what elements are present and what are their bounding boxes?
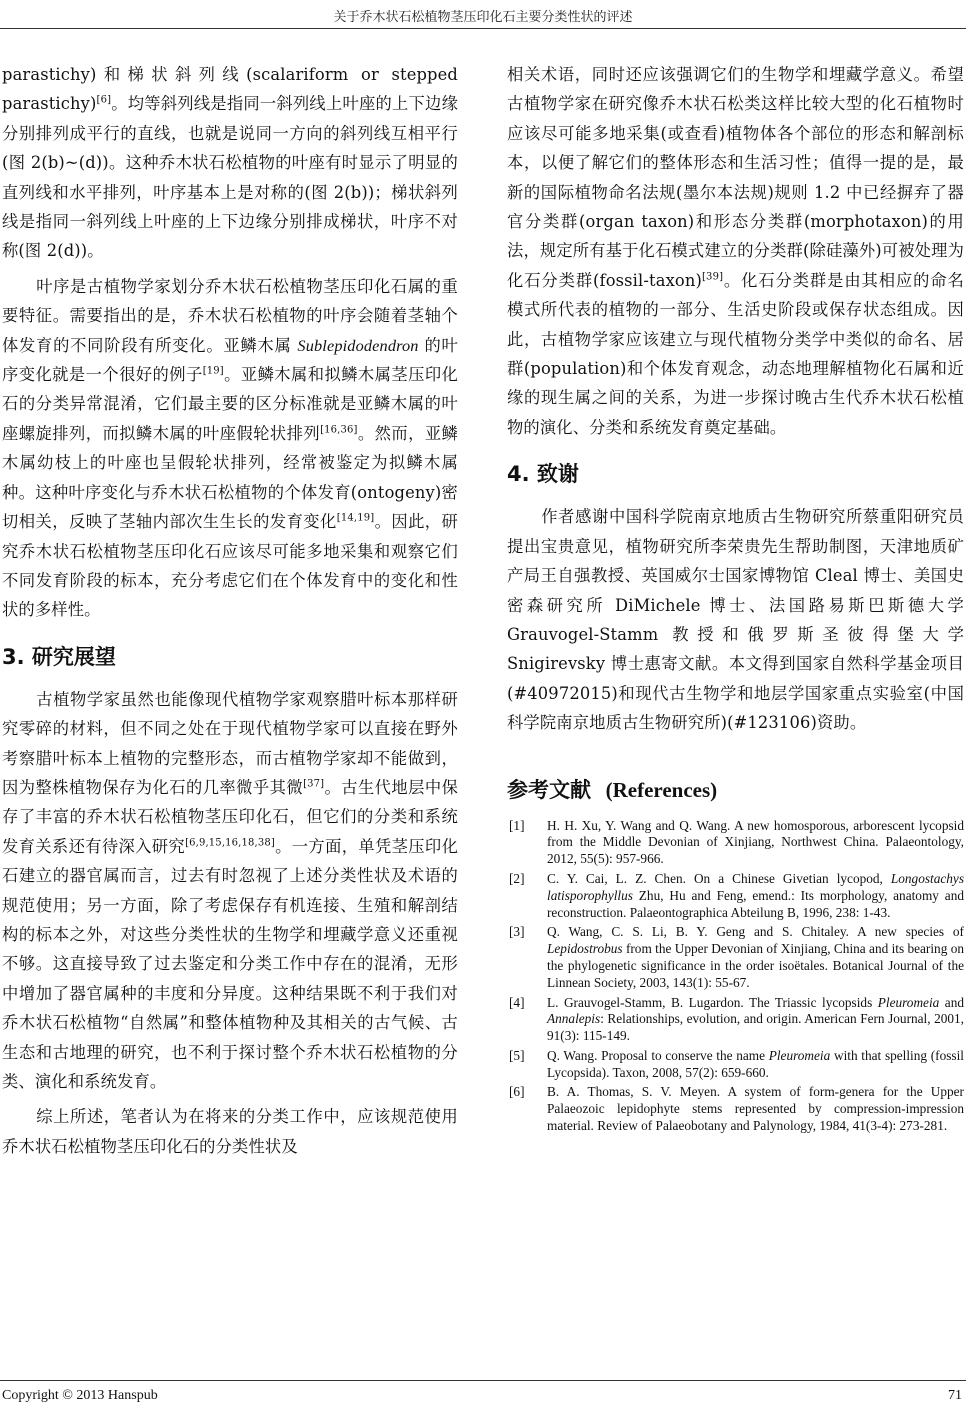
paragraph-outlook-2	[2, 1102, 458, 1161]
genus-name: Annalepis	[547, 1011, 601, 1027]
reference-text: Q. Wang. Proposal to conserve the name	[547, 1047, 769, 1063]
references-heading-en: (References)	[605, 777, 718, 802]
text-run: 。亚鳞木属和拟鳞木属茎压印化石的分类异常混淆，它们最主要的区分标准就是亚鳞木属的叶座螺旋排列，而拟鳞木属的叶座假轮状排列	[2, 365, 458, 443]
citation: [37]	[303, 778, 325, 790]
citation: [6,9,15,16,18,38]	[185, 837, 275, 849]
text-run: 。古生代地层中保存了丰富的乔木状石松植物茎压印化石，但它们的分类和系统发育关系还有待深入研究	[2, 777, 459, 856]
references-heading-zh: 参考文献	[507, 777, 591, 802]
reference-item	[507, 1084, 964, 1134]
section-heading-acknowledgements: 4. 致谢	[507, 462, 579, 487]
genus-name: Lepidostrobus	[547, 941, 623, 957]
reference-list	[507, 818, 964, 1135]
paragraph-outlook-1	[2, 685, 458, 1097]
genus-name: Pleuromeia	[877, 994, 940, 1010]
reference-number: [5]	[509, 1047, 525, 1063]
reference-item	[507, 871, 964, 921]
reference-text: with that spelling (fossil Lycopsida). Taxon, 2008, 57(2): 659-660.	[547, 1047, 964, 1080]
reference-number: [2]	[509, 870, 525, 886]
genus-name: Sublepidodendron	[297, 335, 419, 355]
citation: [19]	[202, 365, 224, 377]
reference-number: [6]	[509, 1084, 525, 1100]
copyright: Copyright © 2013 Hanspub	[2, 1388, 158, 1403]
text-run: 。然而，亚鳞木属幼枝上的叶座也呈假轮状排列，经常被鉴定为拟鳞木属种。这种叶序变化与乔木状石松植物的个体发育(ontogeny)密切相关，反映了茎轴内部次生生长的发育变化	[2, 423, 458, 532]
citation: [16,36]	[320, 424, 358, 436]
text-run: 叶序是古植物学家划分乔木状石松植物茎压印化石属的重要特征。需要指出的是，乔木状石松植物的叶序会随着茎轴个体发育的不同阶段有所变化。亚鳞木属	[2, 276, 458, 355]
left-column	[2, 60, 458, 1167]
reference-text: B. A. Thomas, S. V. Meyen. A system of form-genera for the Upper Palaeozoic lepidophyte stems represented by compression-impression material. Review of Palaeobotany and Palynology, 1984, 41(3-4): 273-281.	[547, 1084, 964, 1134]
reference-number: [1]	[509, 817, 525, 833]
text-run: 作者感谢中国科学院南京地质古生物研究所蔡重阳研究员提出宝贵意见，植物研究所李荣贵先生帮助制图，天津地质矿产局王自强教授、英国威尔士国家博物馆 Cleal 博士、美国史密森研究所 DiMichele 博士、法国路易斯巴斯德大学 Grauvogel-Stamm 教授和俄罗斯圣彼得堡大学 Snigirevsky 博士惠寄文献。本文得到国家自然科学基金项目(#40972015)和现代古生物学和地层学国家重点实验室(中国科学院南京地质古生物研究所)(#123106)资助。	[507, 507, 964, 733]
paragraph-outlook-3	[507, 60, 964, 442]
reference-item	[507, 924, 964, 991]
text-run: 。一方面，单凭茎压印化石建立的器官属而言，过去有时忽视了上述分类性状及术语的规范使用；另一方面，除了考虑保存有机连接、生殖和解剖结构的标本之外，对这些分类性状的生物学和埋藏学意义还重视不够。这直接导致了过去鉴定和分类工作中存在的混淆，无形中增加了器官属种的丰度和分异度。这种结果既不利于我们对乔木状石松植物“自然属”和整体植物种及其相关的古气候、古生态和古地理的研究，也不利于探讨整个乔木状石松植物的分类、演化和系统发育。	[2, 836, 458, 1091]
reference-text: from the Upper Devonian of Xinjiang, China and its bearing on the phylogenetic significance in the order isoëtales. Botanical Journal of the Linnean Society, 2003, 143(1): 55-67.	[547, 941, 964, 990]
running-title: 关于乔木状石松植物茎压印化石主要分类性状的评述	[333, 10, 633, 25]
text-run: 。化石分类群是由其相应的命名模式所代表的植物的一部分、生活史阶段或保存状态组成。因此，古植物学家应该建立与现代植物分类学中类似的命名、居群(population)和个体发育观念，动态地理解植物化石属和近缘的现生属之间的关系，为进一步探讨晚古生代乔木状石松植物的演化、分类和系统发育奠定基础。	[507, 270, 964, 437]
footer-rule	[0, 1380, 966, 1381]
text-run: 。均等斜列线是指同一斜列线上叶座的上下边缘分别排列成平行的直线，也就是说同一方向的斜列线互相平行(图 2(b)~(d))。这种乔木状石松植物的叶座有时显示了明显的直列线和水平排列，叶序基本上是对称的(图 2(b))；梯状斜列线是指同一斜列线上叶座的上下边缘分别排成梯状，叶序不对称(图 2(d))。	[2, 94, 458, 261]
right-column	[507, 60, 964, 1138]
header-rule	[0, 28, 966, 29]
text-run: 古植物学家虽然也能像现代植物学家观察腊叶标本那样研究零碎的材料，但不同之处在于现代植物学家可以直接在野外考察腊叶标本上植物的完整形态，而古植物学家却不能做到，因为整株植物保存为化石的几率微乎其微	[2, 689, 458, 797]
citation: [39]	[702, 271, 724, 283]
reference-text: : Relationships, evolution, and origin. American Fern Journal, 2001, 91(3): 115-149.	[547, 1011, 964, 1044]
reference-text: C. Y. Cai, L. Z. Chen. On a Chinese Givetian lycopod,	[547, 870, 891, 886]
species-name: Longostachys latisporophyllus	[547, 870, 964, 903]
reference-item	[507, 818, 964, 868]
reference-number: [4]	[509, 994, 525, 1010]
reference-item	[507, 1048, 964, 1082]
reference-text: H. H. Xu, Y. Wang and Q. Wang. A new homosporous, arborescent lycopsid from the Middle Devonian of Xinjiang, Northwest China. Palaeontology, 2012, 55(5): 957-966.	[547, 817, 964, 867]
text-run: 综上所述，笔者认为在将来的分类工作中，应该规范使用乔木状石松植物茎压印化石的分类性状及	[2, 1107, 458, 1156]
reference-text: Q. Wang, C. S. Li, B. Y. Geng and S. Chitaley. A new species of	[547, 924, 964, 940]
reference-item	[507, 995, 964, 1045]
citation: [14,19]	[336, 512, 375, 524]
section-heading-outlook: 3. 研究展望	[2, 644, 116, 669]
references-heading	[507, 774, 964, 804]
paragraph-acknowledgements	[507, 502, 964, 737]
paragraph-phyllotaxy-1	[2, 60, 458, 266]
reference-text: Zhu, Hu and Feng, emend.: Its morphology, anatomy and reconstruction. Palaeontographica Abteilung B, 1996, 238: 1-43.	[547, 887, 964, 920]
paragraph-phyllotaxy-2	[2, 272, 458, 625]
text-run: 相关术语，同时还应该强调它们的生物学和埋藏学意义。希望古植物学家在研究像乔木状石松类这样比较大型的化石植物时应该尽可能多地采集(或查看)植物体各个部位的形态和解剖标本，以便了解它们的整体形态和生活习性；值得一提的是，最新的国际植物命名法规(墨尔本法规)规则 1.2 中已经摒弃了器官分类群(organ taxon)和形态分类群(morphotaxon)的用法，规定所有基于化石模式建立的分类群(除硅藻外)可被处理为化石分类群(fossil-taxon)	[507, 65, 964, 290]
reference-text: and	[939, 994, 964, 1010]
genus-name: Pleuromeia	[768, 1047, 831, 1063]
text-run: parastichy)和梯状斜列线(scalariform or stepped parastichy)	[2, 65, 458, 114]
reference-number: [3]	[509, 924, 525, 940]
text-run: 。因此，研究乔木状石松植物茎压印化石应该尽可能多地采集和观察它们不同发育阶段的标本，充分考虑它们在个体发育中的变化和性状的多样性。	[2, 512, 458, 620]
citation: [6]	[96, 94, 112, 106]
reference-text: L. Grauvogel-Stamm, B. Lugardon. The Triassic lycopsids	[547, 994, 878, 1010]
page-number: 71	[948, 1388, 962, 1403]
text-run: 的叶序变化就是一个很好的例子	[2, 335, 458, 385]
